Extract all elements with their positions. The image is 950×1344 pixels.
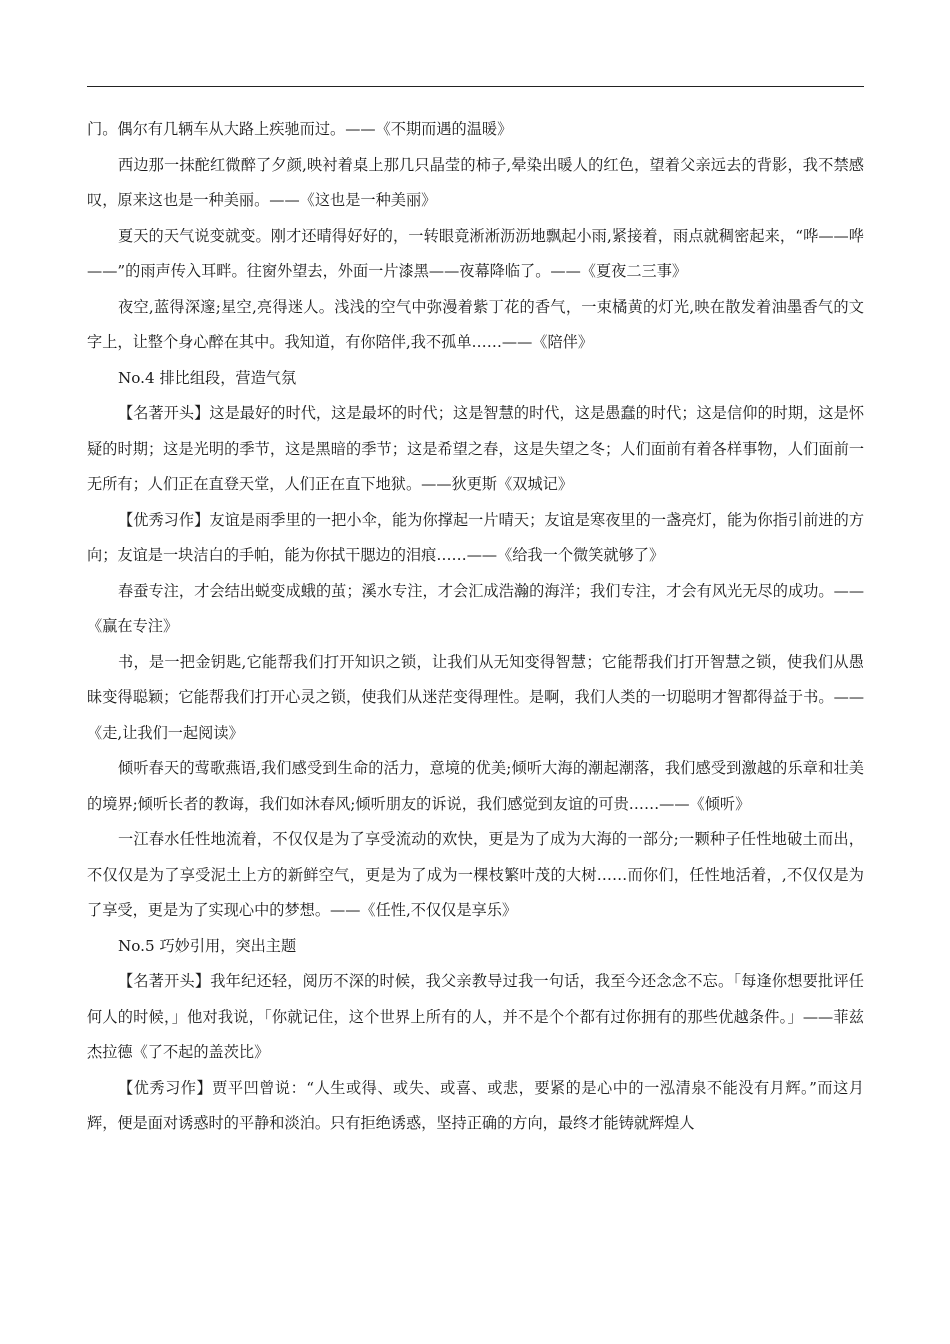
paragraph: 一江春水任性地流着，不仅仅是为了享受流动的欢快，更是为了成为大海的一部分;一颗种子任性地破土而出，不仅仅是为了享受泥土上方的新鲜空气，更是为了成为一棵枝繁叶茂的大树……而你们，任性地活着，,不仅仅是为了享受，更是为了实现心中的梦想。——《任性,不仅仅是享乐》 xyxy=(87,830,864,919)
paragraph: 西边那一抹酡红微醉了夕颜,映衬着桌上那几只晶莹的柿子,晕染出暖人的红色，望着父亲远去的背影，我不禁感叹，原来这也是一种美丽。——《这也是一种美丽》 xyxy=(87,155,864,209)
paragraph: 倾听春天的莺歌燕语,我们感受到生命的活力，意境的优美;倾听大海的潮起潮落，我们感受到激越的乐章和壮美的境界;倾听长者的教诲，我们如沐春风;倾听朋友的诉说，我们感觉到友谊的可贵……——《倾听》 xyxy=(87,759,864,813)
section-heading-no5: No.5 巧妙引用，突出主题 xyxy=(118,936,297,955)
paragraph: 春蚕专注，才会结出蜕变成蛾的茧；溪水专注，才会汇成浩瀚的海洋；我们专注，才会有风光无尽的成功。——《赢在专注》 xyxy=(87,581,864,635)
paragraph: 【优秀习作】贾平凹曾说：“人生或得、或失、或喜、或悲，要紧的是心中的一泓清泉不能没有月辉。”而这月辉，便是面对诱惑时的平静和淡泊。只有拒绝诱惑，坚持正确的方向，最终才能铸就辉煌人 xyxy=(87,1078,864,1132)
paragraph: 【优秀习作】友谊是雨季里的一把小伞，能为你撑起一片晴天；友谊是寒夜里的一盏亮灯，能为你指引前进的方向；友谊是一块洁白的手帕，能为你拭干腮边的泪痕……——《给我一个微笑就够了》 xyxy=(87,510,864,564)
paragraph: 夜空,蓝得深邃;星空,亮得迷人。浅浅的空气中弥漫着紫丁花的香气，一束橘黄的灯光,映在散发着油墨香气的文字上，让整个身心醉在其中。我知道，有你陪伴,我不孤单……——《陪伴》 xyxy=(87,297,864,351)
paragraph: 【名著开头】我年纪还轻，阅历不深的时候，我父亲教导过我一句话，我至今还念念不忘。「每逢你想要批评任何人的时候，」他对我说，「你就记住，这个世界上所有的人，并不是个个都有过你拥有的那些优越条件。」——菲兹杰拉德《了不起的盖茨比》 xyxy=(87,972,864,1061)
paragraph: 夏天的天气说变就变。刚才还晴得好好的，一转眼竟淅淅沥沥地飘起小雨,紧接着，雨点就稠密起来，“哗——哗——”的雨声传入耳畔。往窗外望去，外面一片漆黑——夜幕降临了。——《夏夜二三事》 xyxy=(87,226,864,280)
paragraph: 门。偶尔有几辆车从大路上疾驰而过。——《不期而遇的温暖》 xyxy=(87,120,513,138)
paragraph: 【名著开头】这是最好的时代，这是最坏的时代；这是智慧的时代，这是愚蠢的时代；这是信仰的时期，这是怀疑的时期；这是光明的季节，这是黑暗的季节；这是希望之春，这是失望之冬；人们面前有着各样事物，人们面前一无所有；人们正在直登天堂，人们正在直下地狱。——狄更斯《双城记》 xyxy=(87,404,864,493)
document-body xyxy=(87,112,864,1142)
header-rule xyxy=(87,86,864,87)
paragraph: 书，是一把金钥匙,它能帮我们打开知识之锁，让我们从无知变得智慧；它能帮我们打开智慧之锁，使我们从愚昧变得聪颖；它能帮我们打开心灵之锁，使我们从迷茫变得理性。是啊，我们人类的一切聪明才智都得益于书。——《走,让我们一起阅读》 xyxy=(87,652,864,742)
section-heading-no4: No.4 排比组段，营造气氛 xyxy=(118,368,297,387)
